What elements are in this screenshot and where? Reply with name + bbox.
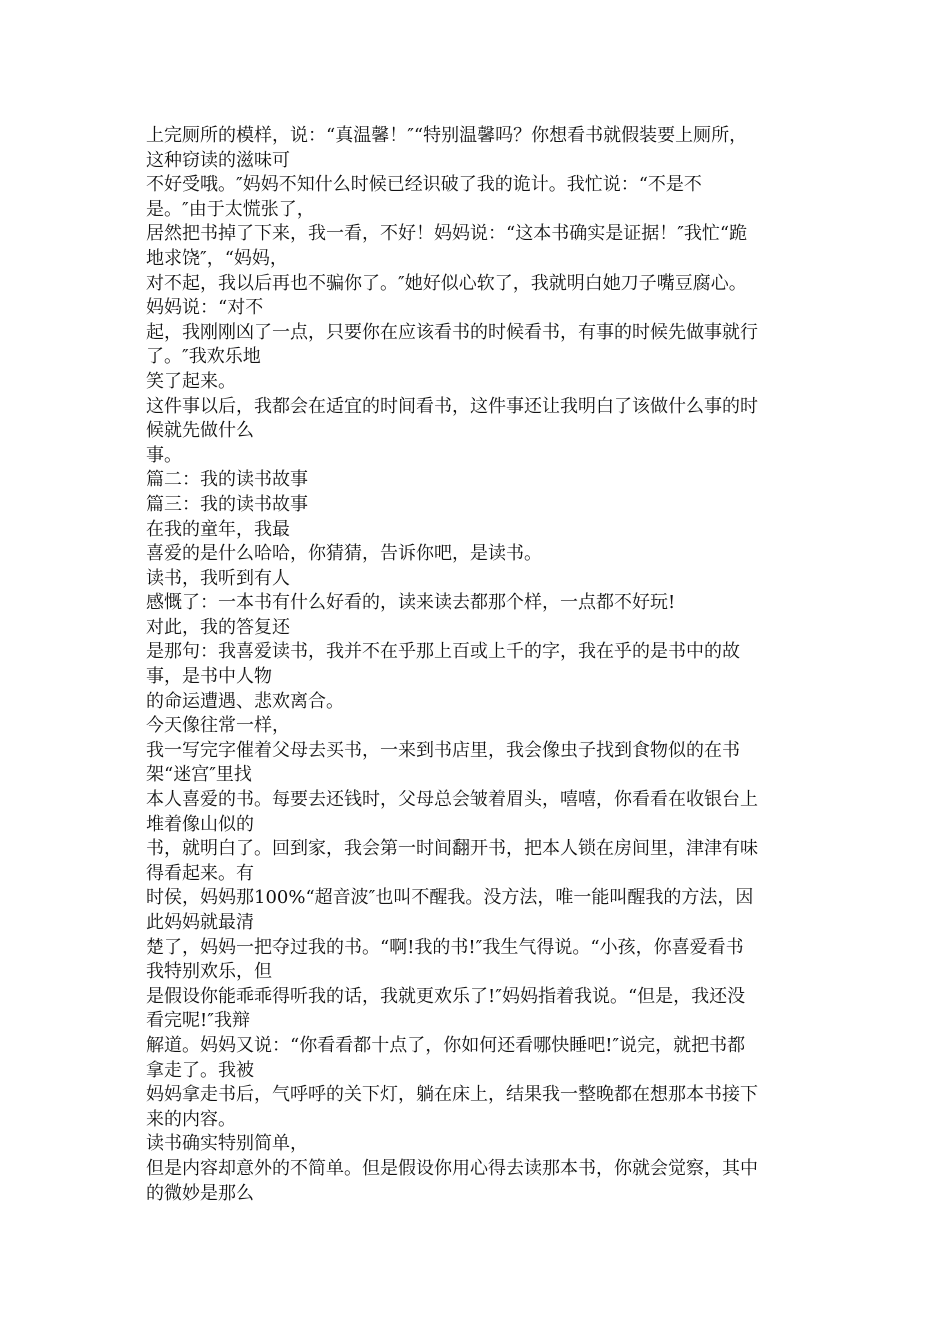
text-line: 妈妈说：“对不 [146, 297, 264, 319]
text-line: 读书，我听到有人 [146, 567, 290, 589]
text-line: 楚了，妈妈一把夺过我的书。“啊!我的书!″我生气得说。“小孩，你喜爱看书 [146, 936, 744, 958]
text-line: 来的内容。 [146, 1108, 236, 1130]
text-line: 在我的童年，我最 [146, 518, 290, 540]
text-line: 了。″我欢乐地 [146, 346, 261, 368]
text-line: 这件事以后，我都会在适宜的时间看书，这件事还让我明白了该做什么事的时 [146, 395, 758, 417]
text-line: 架“迷宫″里找 [146, 764, 252, 786]
text-line: 我特别欢乐，但 [146, 961, 272, 983]
text-line: 事，是书中人物 [146, 666, 272, 688]
text-line: 感慨了：一本书有什么好看的，读来读去都那个样，一点都不好玩! [146, 592, 676, 614]
text-line: 得看起来。有 [146, 862, 254, 884]
text-line: 上完厕所的模样，说：“真温馨！″“特别温馨吗？你想看书就假装要上厕所， [146, 125, 748, 146]
text-line: 但是内容却意外的不简单。但是假设你用心得去读那本书，你就会觉察，其中 [146, 1157, 758, 1179]
text-line: 的命运遭遇、悲欢离合。 [146, 690, 344, 712]
text-line: 地求饶″，“妈妈， [146, 247, 288, 269]
text-line: 起，我刚刚凶了一点，只要你在应该看书的时候看书，有事的时候先做事就行 [146, 321, 758, 343]
text-line: 堆着像山似的 [146, 813, 254, 835]
text-line: 对不起，我以后再也不骗你了。″她好似心软了，我就明白她刀子嘴豆腐心。 [146, 272, 747, 294]
text-line: 的微妙是那么 [146, 1182, 254, 1204]
text-line: 不好受哦。″妈妈不知什么时候已经识破了我的诡计。我忙说：“不是不 [146, 174, 702, 196]
text-line: 喜爱的是什么哈哈，你猜猜，告诉你吧，是读书。 [146, 543, 542, 565]
section-heading: 篇二：我的读书故事 [146, 469, 308, 491]
text-line: 笑了起来。 [146, 370, 236, 392]
text-line: 是那句：我喜爱读书，我并不在乎那上百或上千的字，我在乎的是书中的故 [146, 641, 740, 663]
text-line: 书，就明白了。回到家，我会第一时间翻开书，把本人锁在房间里，津津有味 [146, 838, 758, 860]
text-line: 是。″由于太慌张了， [146, 198, 315, 220]
text-line: 时侯，妈妈那100%“超音波″也叫不醒我。没方法，唯一能叫醒我的方法，因 [146, 887, 754, 909]
text-line: 读书确实特别简单， [146, 1133, 308, 1155]
text-line: 这种窃读的滋味可 [146, 149, 290, 171]
text-line: 事。 [146, 444, 182, 466]
section-heading: 篇三：我的读书故事 [146, 493, 308, 515]
text-line: 拿走了。我被 [146, 1059, 254, 1081]
text-line: 我一写完字催着父母去买书，一来到书店里，我会像虫子找到食物似的在书 [146, 739, 740, 761]
text-line: 候就先做什么 [146, 420, 254, 442]
document-body [146, 124, 806, 1206]
text-line: 本人喜爱的书。每要去还钱时，父母总会皱着眉头，嘻嘻，你看看在收银台上 [146, 789, 758, 811]
text-line: 今天像往常一样， [146, 715, 290, 737]
text-line: 妈妈拿走书后，气呼呼的关下灯，躺在床上，结果我一整晚都在想那本书接下 [146, 1084, 758, 1106]
text-line: 看完呢!″我辩 [146, 1010, 250, 1032]
text-line: 此妈妈就最清 [146, 912, 254, 933]
text-line: 居然把书掉了下来，我一看，不好！妈妈说：“这本书确实是证据！″我忙“跪 [146, 223, 748, 245]
text-line: 解道。妈妈又说：“你看看都十点了，你如何还看哪快睡吧!″说完，就把书都 [146, 1034, 746, 1056]
text-line: 是假设你能乖乖得听我的话，我就更欢乐了!″妈妈指着我说。“但是，我还没 [146, 985, 746, 1007]
text-line: 对此，我的答复还 [146, 616, 290, 638]
